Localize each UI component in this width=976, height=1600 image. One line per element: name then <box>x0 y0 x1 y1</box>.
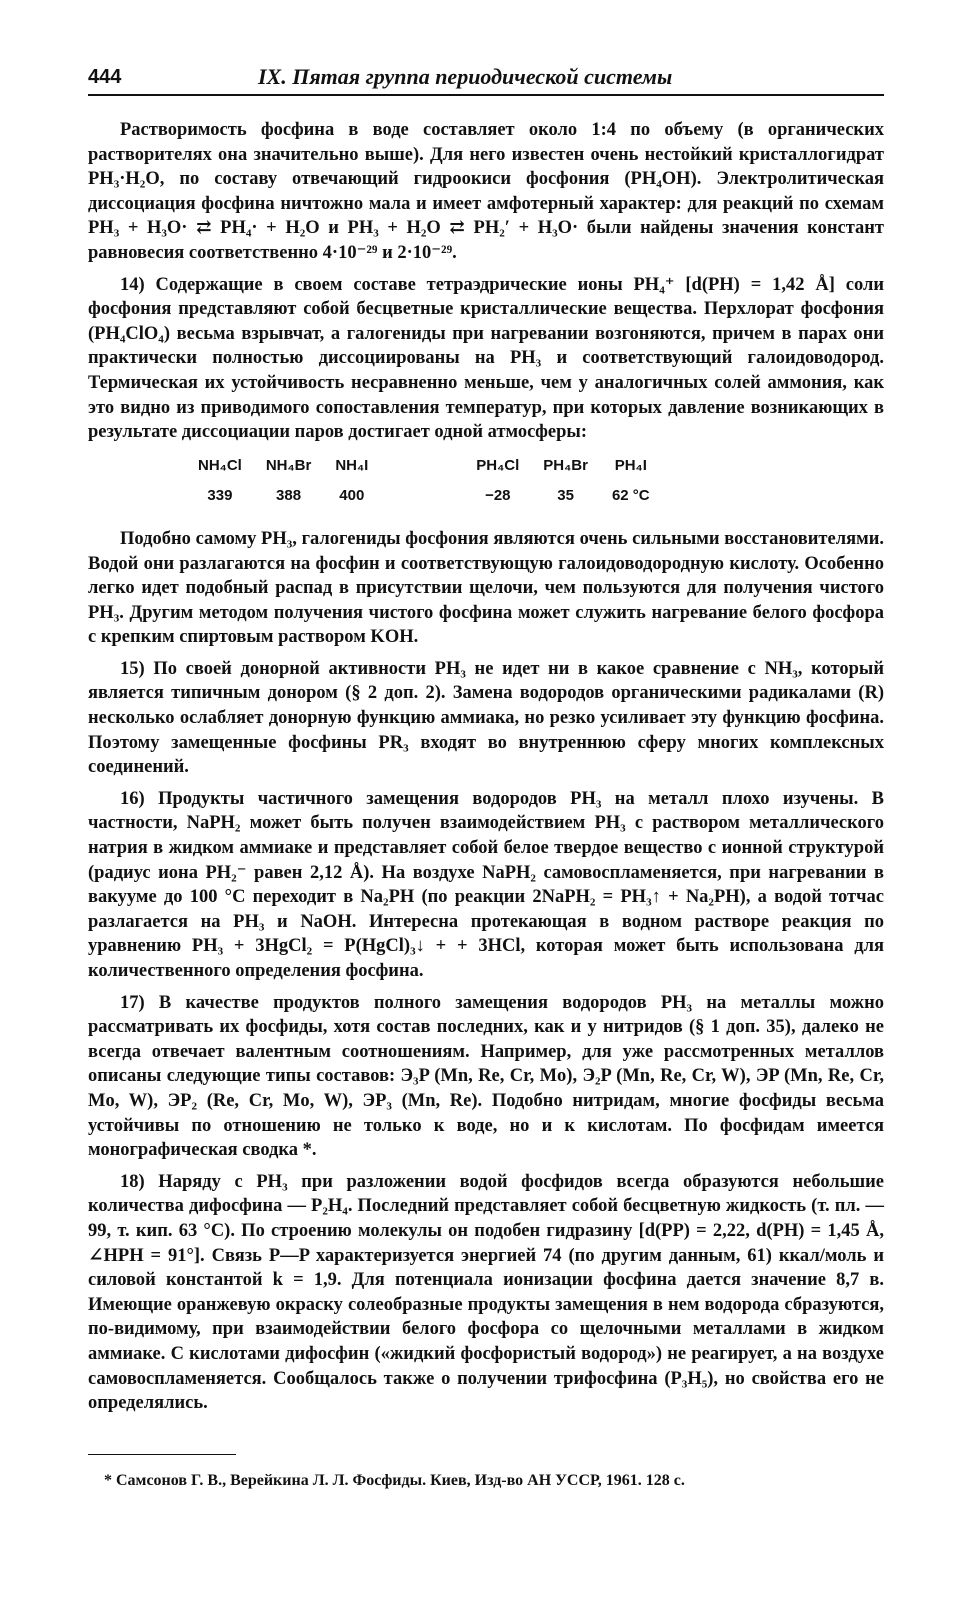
table-cell: NH₄Br <box>265 456 312 474</box>
paragraph-16: 16) Продукты частичного замещения водородов PH₃ на металл плохо изучены. В частности, NaPH₂ может быть получен взаимодействием PH₃ с раствором металлического натрия в жидком аммиаке и представляет собой белое твердое вещество с ионной структурой (радиус иона PH₂⁻ равен 2,12 Å). На воздухе NaPH₂ самовоспламеняется, при нагревании в вакууме до 100 °C переходит в Na₂PH (по реакции 2NaPH₂ = PH₃↑ + Na₂PH), а водой тотчас разлагается на PH₃ и NaOH. Интересна протекающая в водном растворе реакция по уравнению PH₃ + 3HgCl₂ = P(HgCl)₃↓ + + 3HCl, которая может быть использована для количественного определения фосфина. <box>88 788 884 981</box>
running-header <box>88 60 884 96</box>
paragraph-reducing-agents: Подобно самому PH₃, галогениды фосфония являются очень сильными восстановителями. Водой они разлагаются на фосфин и соответствующую галоидоводородную кислоту. Особенно легко идет подобный распад в присутствии щелочи, чем пользуются для получения чистого PH₃. Другим методом получения чистого фосфина может служить нагревание белого фосфора с крепким спиртовым раствором KOH. <box>88 528 884 648</box>
chapter-title: IX. Пятая группа периодической системы <box>258 64 673 89</box>
table-cell: 35 <box>557 487 574 505</box>
footnote: * Самсонов Г. В., Верейкина Л. Л. Фосфиды. Киев, Изд-во АН УССР, 1961. 128 с. <box>104 1472 685 1489</box>
paragraph-phosphine-solubility: Растворимость фосфина в воде составляет около 1:4 по объему (в органических растворителях она значительно выше). Для него известен очень нестойкий кристаллогидрат PH₃·H₂O, по составу отвечающий гидроокиси фосфония (PH₄OH). Электролитическая диссоциация фосфина ничтожно мала и имеет амфотерный характер: для реакций по схемам PH₃ + H₃O· ⇄ PH₄· + H₂O и PH₃ + H₂O ⇄ PH₂′ + H₃O· были найдены значения констант равновесия соответственно 4·10⁻²⁹ и 2·10⁻²⁹. <box>88 120 884 263</box>
table-cell: NH₄Cl <box>198 456 242 474</box>
main-text <box>88 118 884 1423</box>
paragraph-14: 14) Содержащие в своем составе тетраэдрические ионы PH₄⁺ [d(PH) = 1,42 Å] соли фосфония представляют собой бесцветные кристаллические вещества. Перхлорат фосфония (PH₄ClO₄) весьма взрывчат, а галогениды при нагревании возгоняются, причем в парах они практически полностью диссоциированы на PH₃ и соответствующий галоидоводород. Термическая их устойчивость несравненно меньше, чем у аналогичных солей аммония, как это видно из приводимого сопоставления температур, при которых давление возникающих в результате диссоциации паров достигает одной атмосферы: <box>88 274 884 443</box>
paragraph-17: 17) В качестве продуктов полного замещения водородов PH₃ на металлы можно рассматривать их фосфиды, хотя состав последних, как и у нитридов (§ 1 доп. 35), далеко не всегда отвечает валентным соотношениям. Например, для уже рассмотренных металлов описаны следующие типы составов: Э₃P (Mn, Re, Cr, Mo), Э₂P (Mn, Re, Cr, W), ЭP (Mn, Re, Cr, Mo, W), ЭP₂ (Re, Cr, Mo, W), ЭP₃ (Mn, Re). Подобно нитридам, многие фосфиды весьма устойчивы по отношению не только к воде, но и к кислотам. По фосфидам имеется монографическая сводка *. <box>88 992 884 1161</box>
table-values-row <box>198 482 674 513</box>
table-cell: 339 <box>207 487 233 505</box>
table-cell: 400 <box>339 487 365 505</box>
paragraph-15: 15) По своей донорной активности PH₃ не идет ни в какое сравнение с NH₃, который является типичным донором (§ 2 доп. 2). Замена водородов органическими радикалами (R) несколько ослабляет донорную функцию аммиака, но резко усиливает эту функцию фосфина. Поэтому замещенные фосфины PR₃ входят во внутреннюю сферу многих комплексных соединений. <box>88 658 884 778</box>
paragraph-18: 18) Наряду с PH₃ при разложении водой фосфидов всегда образуются небольшие количества дифосфина — P₂H₄. Последний представляет собой бесцветную жидкость (т. пл. —99, т. кип. 63 °C). По строению молекулы он подобен гидразину [d(PP) = 2,22, d(PH) = 1,45 Å, ∠HPH = 91°]. Связь P—P характеризуется энергией 74 (по другим данным, 61) ккал/моль и силовой константой k = 1,9. Для потенциала ионизации фосфина дается значение 8,7 в. Имеющие оранжевую окраску солеобразные продукты замещения в нем водорода сбразуются, по-видимому, при взаимодействии белого фосфора со щелочными металлами в жидком аммиаке. С кислотами дифосфин («жидкий фосфористый водород») не реагирует, а на воздухе самовоспламеняется. Сообщалось также о получении трифосфина (P₃H₅), но свойства его не определялись. <box>88 1171 884 1414</box>
table-cell: −28 <box>485 487 511 505</box>
page-number: 444 <box>88 66 122 88</box>
dissociation-temperature-table <box>198 452 674 513</box>
table-cell: NH₄I <box>335 456 369 474</box>
table-cell: PH₄I <box>614 456 647 474</box>
table-header-row <box>198 452 674 483</box>
table-cell: PH₄Br <box>543 456 588 474</box>
table-cell: 62 °C <box>611 487 650 505</box>
footnote-divider <box>88 1454 236 1455</box>
table-gap <box>392 482 476 513</box>
table-cell: 388 <box>276 487 302 505</box>
table-gap <box>392 452 476 483</box>
table-cell: PH₄Cl <box>476 456 520 474</box>
